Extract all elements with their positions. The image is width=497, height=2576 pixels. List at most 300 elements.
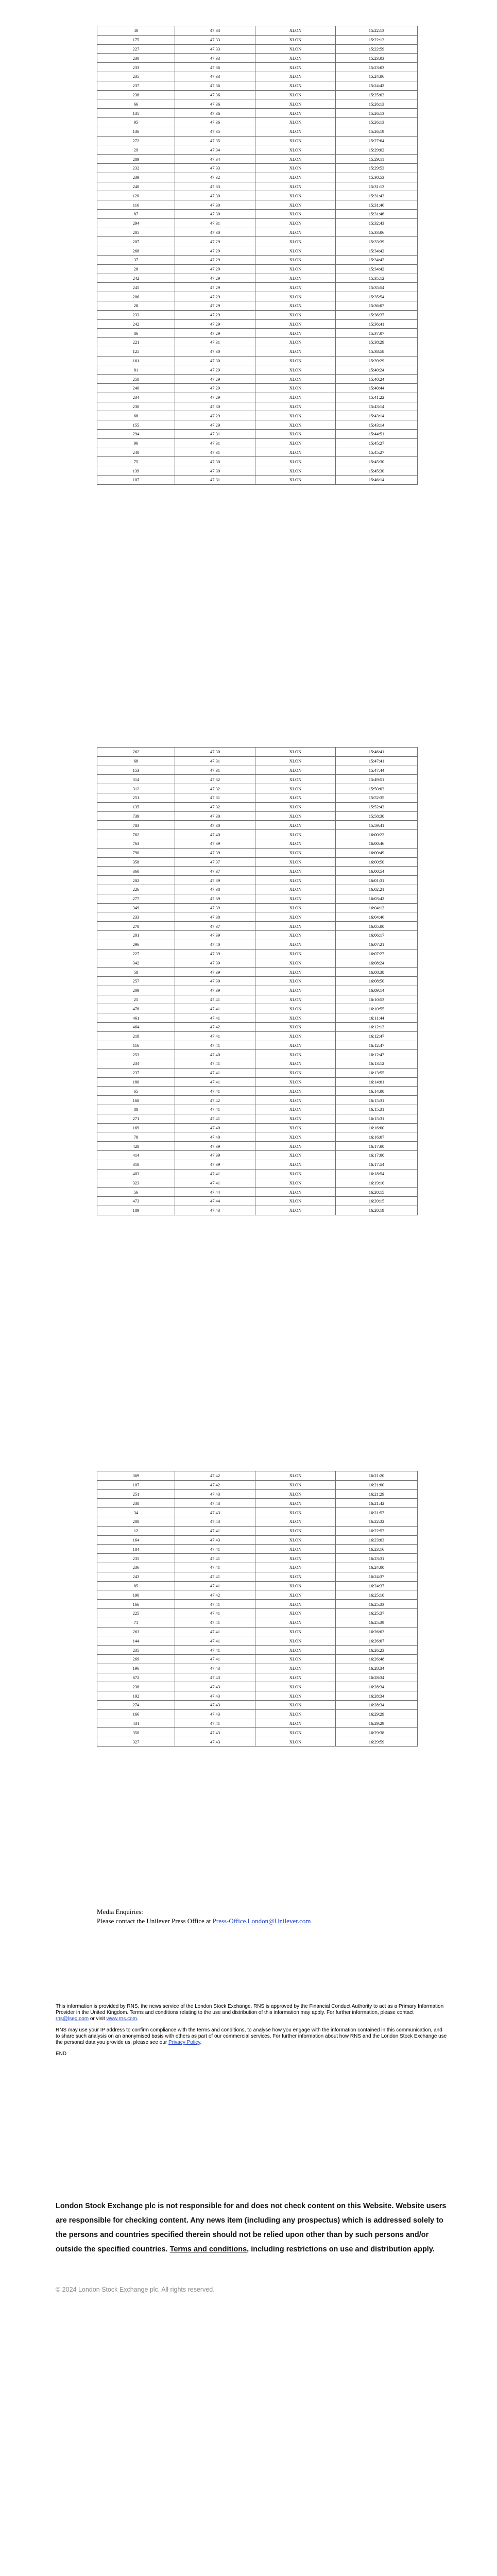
volume-cell: 230 bbox=[97, 54, 175, 63]
price-cell: 47.40 bbox=[175, 940, 255, 949]
price-cell: 47.29 bbox=[175, 375, 255, 384]
volume-cell: 323 bbox=[97, 1178, 175, 1188]
time-cell: 16:24:37 bbox=[336, 1581, 418, 1590]
venue-cell: XLON bbox=[255, 375, 336, 384]
table-row bbox=[97, 26, 418, 36]
venue-cell: XLON bbox=[255, 127, 336, 136]
price-cell: 47.41 bbox=[175, 1600, 255, 1609]
price-cell: 47.43 bbox=[175, 1664, 255, 1673]
price-cell: 47.32 bbox=[175, 173, 255, 182]
price-cell: 47.43 bbox=[175, 1489, 255, 1499]
press-office-email-link[interactable]: Press-Office.London@Unilever.com bbox=[212, 1917, 311, 1925]
venue-cell: XLON bbox=[255, 766, 336, 775]
venue-cell: XLON bbox=[255, 218, 336, 228]
time-cell: 16:26:48 bbox=[336, 1654, 418, 1664]
volume-cell: 312 bbox=[97, 784, 175, 793]
price-cell: 47.29 bbox=[175, 283, 255, 292]
table-row bbox=[97, 1188, 418, 1197]
disclaimer-text-2: , including restrictions on use and distribution apply. bbox=[247, 2245, 435, 2253]
volume-cell: 314 bbox=[97, 775, 175, 784]
price-cell: 47.34 bbox=[175, 155, 255, 164]
time-cell: 16:02:21 bbox=[336, 885, 418, 894]
volume-cell: 135 bbox=[97, 802, 175, 811]
volume-cell: 208 bbox=[97, 1517, 175, 1526]
price-cell: 47.33 bbox=[175, 163, 255, 173]
volume-cell: 473 bbox=[97, 1197, 175, 1206]
table-row bbox=[97, 209, 418, 218]
table-row bbox=[97, 1114, 418, 1123]
venue-cell: XLON bbox=[255, 109, 336, 118]
rns-paragraph-1 bbox=[56, 2004, 447, 2022]
venue-cell: XLON bbox=[255, 117, 336, 127]
venue-cell: XLON bbox=[255, 894, 336, 903]
time-cell: 15:43:14 bbox=[336, 402, 418, 411]
table-row bbox=[97, 1673, 418, 1682]
table-body bbox=[97, 748, 418, 1215]
table-row bbox=[97, 1041, 418, 1050]
table-row bbox=[97, 1654, 418, 1664]
time-cell: 15:23:03 bbox=[336, 54, 418, 63]
volume-cell: 242 bbox=[97, 274, 175, 283]
volume-cell: 327 bbox=[97, 1737, 175, 1747]
table-row bbox=[97, 466, 418, 476]
volume-cell: 65 bbox=[97, 1087, 175, 1096]
venue-cell: XLON bbox=[255, 301, 336, 310]
table-row bbox=[97, 365, 418, 375]
table-row bbox=[97, 1004, 418, 1013]
time-cell: 16:17:54 bbox=[336, 1160, 418, 1169]
volume-cell: 180 bbox=[97, 1077, 175, 1087]
table-row bbox=[97, 182, 418, 191]
venue-cell: XLON bbox=[255, 264, 336, 274]
venue-cell: XLON bbox=[255, 1013, 336, 1023]
time-cell: 16:26:23 bbox=[336, 1646, 418, 1655]
venue-cell: XLON bbox=[255, 857, 336, 867]
volume-cell: 278 bbox=[97, 922, 175, 931]
table-row bbox=[97, 35, 418, 44]
price-cell: 47.33 bbox=[175, 44, 255, 54]
time-cell: 16:00:54 bbox=[336, 867, 418, 876]
table-row bbox=[97, 72, 418, 81]
volume-cell: 225 bbox=[97, 1608, 175, 1618]
venue-cell: XLON bbox=[255, 448, 336, 457]
time-cell: 16:04:46 bbox=[336, 912, 418, 922]
venue-cell: XLON bbox=[255, 393, 336, 402]
price-cell: 47.42 bbox=[175, 1022, 255, 1031]
price-cell: 47.33 bbox=[175, 35, 255, 44]
table-row bbox=[97, 438, 418, 448]
price-cell: 47.36 bbox=[175, 109, 255, 118]
price-cell: 47.30 bbox=[175, 347, 255, 356]
venue-cell: XLON bbox=[255, 1123, 336, 1132]
venue-cell: XLON bbox=[255, 72, 336, 81]
table-row bbox=[97, 839, 418, 848]
time-cell: 15:25:03 bbox=[336, 90, 418, 99]
venue-cell: XLON bbox=[255, 1517, 336, 1526]
time-cell: 15:40:24 bbox=[336, 375, 418, 384]
rns-email-link[interactable]: rns@lseg.com bbox=[56, 2016, 89, 2022]
time-cell: 15:22:13 bbox=[336, 35, 418, 44]
transactions-table-2 bbox=[97, 747, 418, 1215]
venue-cell: XLON bbox=[255, 182, 336, 191]
rns-p2-text: RNS may use your IP address to confirm compliance with the terms and conditions, to analyse how you engage with the information contained in this communication, and to share such analysis on an anonymised basis with others as part of our commercial services. For further information about how RNS and the London Stock Exchange use the personal data you provide us, please see our bbox=[56, 2027, 447, 2045]
time-cell: 16:20:15 bbox=[336, 1197, 418, 1206]
table-row bbox=[97, 1618, 418, 1627]
table-row bbox=[97, 1728, 418, 1737]
copyright-notice: © 2024 London Stock Exchange plc. All rights reserved. bbox=[56, 2286, 215, 2293]
table-row bbox=[97, 375, 418, 384]
table-row bbox=[97, 246, 418, 256]
volume-cell: 350 bbox=[97, 1728, 175, 1737]
time-cell: 15:24:06 bbox=[336, 72, 418, 81]
price-cell: 47.41 bbox=[175, 1627, 255, 1636]
table-row bbox=[97, 1554, 418, 1563]
price-cell: 47.36 bbox=[175, 117, 255, 127]
venue-cell: XLON bbox=[255, 44, 336, 54]
volume-cell: 81 bbox=[97, 365, 175, 375]
price-cell: 47.29 bbox=[175, 237, 255, 246]
volume-cell: 75 bbox=[97, 457, 175, 466]
rns-website-link[interactable]: www.rns.com bbox=[106, 2016, 137, 2022]
volume-cell: 274 bbox=[97, 1700, 175, 1709]
volume-cell: 234 bbox=[97, 393, 175, 402]
price-cell: 47.39 bbox=[175, 1151, 255, 1160]
venue-cell: XLON bbox=[255, 283, 336, 292]
table-row bbox=[97, 1489, 418, 1499]
time-cell: 15:22:59 bbox=[336, 44, 418, 54]
price-cell: 47.31 bbox=[175, 476, 255, 485]
table-row bbox=[97, 99, 418, 109]
table-row bbox=[97, 218, 418, 228]
table-row bbox=[97, 811, 418, 821]
venue-cell: XLON bbox=[255, 347, 336, 356]
time-cell: 15:43:14 bbox=[336, 411, 418, 420]
venue-cell: XLON bbox=[255, 1572, 336, 1581]
price-cell: 47.35 bbox=[175, 127, 255, 136]
time-cell: 15:33:39 bbox=[336, 237, 418, 246]
media-heading: Media Enquiries: bbox=[97, 1908, 143, 1916]
price-cell: 47.43 bbox=[175, 1508, 255, 1517]
venue-cell: XLON bbox=[255, 35, 336, 44]
venue-cell: XLON bbox=[255, 876, 336, 885]
price-cell: 47.40 bbox=[175, 1123, 255, 1132]
time-cell: 16:16:07 bbox=[336, 1132, 418, 1142]
price-cell: 47.41 bbox=[175, 1004, 255, 1013]
price-cell: 47.29 bbox=[175, 310, 255, 319]
volume-cell: 310 bbox=[97, 1160, 175, 1169]
price-cell: 47.29 bbox=[175, 274, 255, 283]
table-row bbox=[97, 228, 418, 237]
table-row bbox=[97, 109, 418, 118]
volume-cell: 268 bbox=[97, 246, 175, 256]
venue-cell: XLON bbox=[255, 1142, 336, 1151]
price-cell: 47.29 bbox=[175, 301, 255, 310]
price-cell: 47.39 bbox=[175, 930, 255, 940]
time-cell: 15:32:43 bbox=[336, 218, 418, 228]
volume-cell: 196 bbox=[97, 1664, 175, 1673]
time-cell: 16:15:31 bbox=[336, 1114, 418, 1123]
time-cell: 15:39:29 bbox=[336, 356, 418, 365]
price-cell: 47.41 bbox=[175, 1646, 255, 1655]
volume-cell: 135 bbox=[97, 109, 175, 118]
table-row bbox=[97, 1142, 418, 1151]
price-cell: 47.31 bbox=[175, 766, 255, 775]
table-row bbox=[97, 292, 418, 301]
volume-cell: 478 bbox=[97, 1004, 175, 1013]
media-contact bbox=[97, 1917, 311, 1926]
time-cell: 15:31:46 bbox=[336, 209, 418, 218]
venue-cell: XLON bbox=[255, 1105, 336, 1114]
time-cell: 16:22:53 bbox=[336, 1526, 418, 1535]
venue-cell: XLON bbox=[255, 995, 336, 1004]
volume-cell: 166 bbox=[97, 1709, 175, 1719]
table-row bbox=[97, 1022, 418, 1031]
venue-cell: XLON bbox=[255, 1178, 336, 1188]
venue-cell: XLON bbox=[255, 784, 336, 793]
table-row bbox=[97, 1480, 418, 1489]
lse-disclaimer bbox=[56, 2199, 452, 2257]
price-cell: 47.39 bbox=[175, 949, 255, 958]
time-cell: 16:25:37 bbox=[336, 1608, 418, 1618]
time-cell: 15:47:41 bbox=[336, 756, 418, 766]
price-cell: 47.43 bbox=[175, 1728, 255, 1737]
price-cell: 47.29 bbox=[175, 255, 255, 264]
volume-cell: 209 bbox=[97, 986, 175, 995]
time-cell: 15:45:27 bbox=[336, 438, 418, 448]
volume-cell: 783 bbox=[97, 821, 175, 830]
time-cell: 16:20:19 bbox=[336, 1206, 418, 1215]
table-row bbox=[97, 264, 418, 274]
venue-cell: XLON bbox=[255, 1050, 336, 1059]
price-cell: 47.41 bbox=[175, 1608, 255, 1618]
price-cell: 47.32 bbox=[175, 775, 255, 784]
time-cell: 16:00:49 bbox=[336, 848, 418, 857]
table-row bbox=[97, 848, 418, 857]
venue-cell: XLON bbox=[255, 356, 336, 365]
time-cell: 16:25:33 bbox=[336, 1600, 418, 1609]
volume-cell: 428 bbox=[97, 1142, 175, 1151]
volume-cell: 739 bbox=[97, 811, 175, 821]
price-cell: 47.39 bbox=[175, 848, 255, 857]
volume-cell: 238 bbox=[97, 1499, 175, 1508]
price-cell: 47.29 bbox=[175, 411, 255, 420]
volume-cell: 269 bbox=[97, 1654, 175, 1664]
table-row bbox=[97, 255, 418, 264]
time-cell: 15:26:13 bbox=[336, 99, 418, 109]
volume-cell: 239 bbox=[97, 173, 175, 182]
time-cell: 16:22:32 bbox=[336, 1517, 418, 1526]
time-cell: 15:35:54 bbox=[336, 292, 418, 301]
table-row bbox=[97, 1178, 418, 1188]
table-row bbox=[97, 200, 418, 210]
table-body bbox=[97, 26, 418, 485]
price-cell: 47.41 bbox=[175, 1636, 255, 1646]
volume-cell: 155 bbox=[97, 420, 175, 430]
venue-cell: XLON bbox=[255, 1646, 336, 1655]
price-cell: 47.39 bbox=[175, 958, 255, 968]
table-row bbox=[97, 1664, 418, 1673]
table-row bbox=[97, 1160, 418, 1169]
venue-cell: XLON bbox=[255, 191, 336, 200]
venue-cell: XLON bbox=[255, 1087, 336, 1096]
volume-cell: 257 bbox=[97, 976, 175, 986]
volume-cell: 175 bbox=[97, 35, 175, 44]
time-cell: 15:30:53 bbox=[336, 173, 418, 182]
time-cell: 15:29:53 bbox=[336, 163, 418, 173]
price-cell: 47.30 bbox=[175, 200, 255, 210]
table-row bbox=[97, 1737, 418, 1747]
volume-cell: 34 bbox=[97, 1508, 175, 1517]
privacy-policy-link[interactable]: Privacy Policy bbox=[168, 2040, 200, 2045]
table-row bbox=[97, 1013, 418, 1023]
table-row bbox=[97, 411, 418, 420]
volume-cell: 116 bbox=[97, 200, 175, 210]
volume-cell: 107 bbox=[97, 476, 175, 485]
price-cell: 47.39 bbox=[175, 1160, 255, 1169]
volume-cell: 245 bbox=[97, 283, 175, 292]
volume-cell: 263 bbox=[97, 1627, 175, 1636]
volume-cell: 87 bbox=[97, 209, 175, 218]
terms-and-conditions-link[interactable]: Terms and conditions bbox=[169, 2245, 247, 2253]
venue-cell: XLON bbox=[255, 756, 336, 766]
venue-cell: XLON bbox=[255, 292, 336, 301]
volume-cell: 240 bbox=[97, 384, 175, 393]
volume-cell: 358 bbox=[97, 857, 175, 867]
volume-cell: 189 bbox=[97, 1206, 175, 1215]
price-cell: 47.29 bbox=[175, 292, 255, 301]
time-cell: 16:17:00 bbox=[336, 1142, 418, 1151]
volume-cell: 464 bbox=[97, 1022, 175, 1031]
price-cell: 47.31 bbox=[175, 756, 255, 766]
venue-cell: XLON bbox=[255, 1499, 336, 1508]
volume-cell: 221 bbox=[97, 338, 175, 347]
volume-cell: 86 bbox=[97, 329, 175, 338]
volume-cell: 29 bbox=[97, 145, 175, 155]
venue-cell: XLON bbox=[255, 1709, 336, 1719]
time-cell: 16:01:31 bbox=[336, 876, 418, 885]
venue-cell: XLON bbox=[255, 867, 336, 876]
price-cell: 47.41 bbox=[175, 1719, 255, 1728]
time-cell: 15:36:37 bbox=[336, 310, 418, 319]
volume-cell: 360 bbox=[97, 867, 175, 876]
time-cell: 16:00:46 bbox=[336, 839, 418, 848]
time-cell: 16:18:54 bbox=[336, 1169, 418, 1178]
volume-cell: 763 bbox=[97, 839, 175, 848]
price-cell: 47.42 bbox=[175, 1480, 255, 1489]
price-cell: 47.39 bbox=[175, 876, 255, 885]
price-cell: 47.29 bbox=[175, 365, 255, 375]
price-cell: 47.31 bbox=[175, 430, 255, 439]
table-row bbox=[97, 1151, 418, 1160]
venue-cell: XLON bbox=[255, 1737, 336, 1747]
venue-cell: XLON bbox=[255, 1096, 336, 1105]
venue-cell: XLON bbox=[255, 1673, 336, 1682]
price-cell: 47.42 bbox=[175, 1590, 255, 1600]
time-cell: 15:26:13 bbox=[336, 109, 418, 118]
volume-cell: 202 bbox=[97, 876, 175, 885]
venue-cell: XLON bbox=[255, 1545, 336, 1554]
time-cell: 16:28:34 bbox=[336, 1673, 418, 1682]
table-row bbox=[97, 986, 418, 995]
venue-cell: XLON bbox=[255, 1728, 336, 1737]
volume-cell: 672 bbox=[97, 1673, 175, 1682]
time-cell: 15:46:41 bbox=[336, 748, 418, 757]
venue-cell: XLON bbox=[255, 329, 336, 338]
price-cell: 47.32 bbox=[175, 784, 255, 793]
volume-cell: 116 bbox=[97, 1041, 175, 1050]
table-row bbox=[97, 793, 418, 802]
time-cell: 15:36:41 bbox=[336, 319, 418, 329]
venue-cell: XLON bbox=[255, 1608, 336, 1618]
venue-cell: XLON bbox=[255, 63, 336, 72]
volume-cell: 349 bbox=[97, 903, 175, 912]
time-cell: 16:10:53 bbox=[336, 995, 418, 1004]
time-cell: 15:45:27 bbox=[336, 448, 418, 457]
venue-cell: XLON bbox=[255, 1480, 336, 1489]
venue-cell: XLON bbox=[255, 1654, 336, 1664]
table-row bbox=[97, 876, 418, 885]
time-cell: 16:26:03 bbox=[336, 1627, 418, 1636]
table-row bbox=[97, 1517, 418, 1526]
table-row bbox=[97, 319, 418, 329]
table-row bbox=[97, 784, 418, 793]
volume-cell: 58 bbox=[97, 968, 175, 977]
volume-cell: 238 bbox=[97, 90, 175, 99]
price-cell: 47.31 bbox=[175, 338, 255, 347]
time-cell: 16:13:12 bbox=[336, 1059, 418, 1069]
volume-cell: 289 bbox=[97, 155, 175, 164]
table-row bbox=[97, 448, 418, 457]
price-cell: 47.41 bbox=[175, 1041, 255, 1050]
time-cell: 15:38:58 bbox=[336, 347, 418, 356]
venue-cell: XLON bbox=[255, 145, 336, 155]
venue-cell: XLON bbox=[255, 1581, 336, 1590]
time-cell: 15:52:35 bbox=[336, 793, 418, 802]
table-row bbox=[97, 802, 418, 811]
venue-cell: XLON bbox=[255, 912, 336, 922]
venue-cell: XLON bbox=[255, 1059, 336, 1069]
time-cell: 16:16:00 bbox=[336, 1123, 418, 1132]
volume-cell: 139 bbox=[97, 466, 175, 476]
time-cell: 16:10:55 bbox=[336, 1004, 418, 1013]
time-cell: 15:23:03 bbox=[336, 63, 418, 72]
price-cell: 47.30 bbox=[175, 209, 255, 218]
volume-cell: 190 bbox=[97, 1590, 175, 1600]
table-row bbox=[97, 1068, 418, 1077]
price-cell: 47.30 bbox=[175, 356, 255, 365]
price-cell: 47.39 bbox=[175, 968, 255, 977]
table-row bbox=[97, 476, 418, 485]
volume-cell: 28 bbox=[97, 301, 175, 310]
price-cell: 47.36 bbox=[175, 90, 255, 99]
venue-cell: XLON bbox=[255, 274, 336, 283]
time-cell: 15:35:54 bbox=[336, 283, 418, 292]
venue-cell: XLON bbox=[255, 1151, 336, 1160]
time-cell: 15:46:14 bbox=[336, 476, 418, 485]
volume-cell: 161 bbox=[97, 356, 175, 365]
table-row bbox=[97, 1096, 418, 1105]
time-cell: 15:26:13 bbox=[336, 117, 418, 127]
time-cell: 15:35:12 bbox=[336, 274, 418, 283]
price-cell: 47.30 bbox=[175, 191, 255, 200]
venue-cell: XLON bbox=[255, 402, 336, 411]
venue-cell: XLON bbox=[255, 26, 336, 36]
price-cell: 47.41 bbox=[175, 1114, 255, 1123]
time-cell: 15:26:19 bbox=[336, 127, 418, 136]
price-cell: 47.43 bbox=[175, 1673, 255, 1682]
time-cell: 16:00:22 bbox=[336, 830, 418, 839]
venue-cell: XLON bbox=[255, 1627, 336, 1636]
